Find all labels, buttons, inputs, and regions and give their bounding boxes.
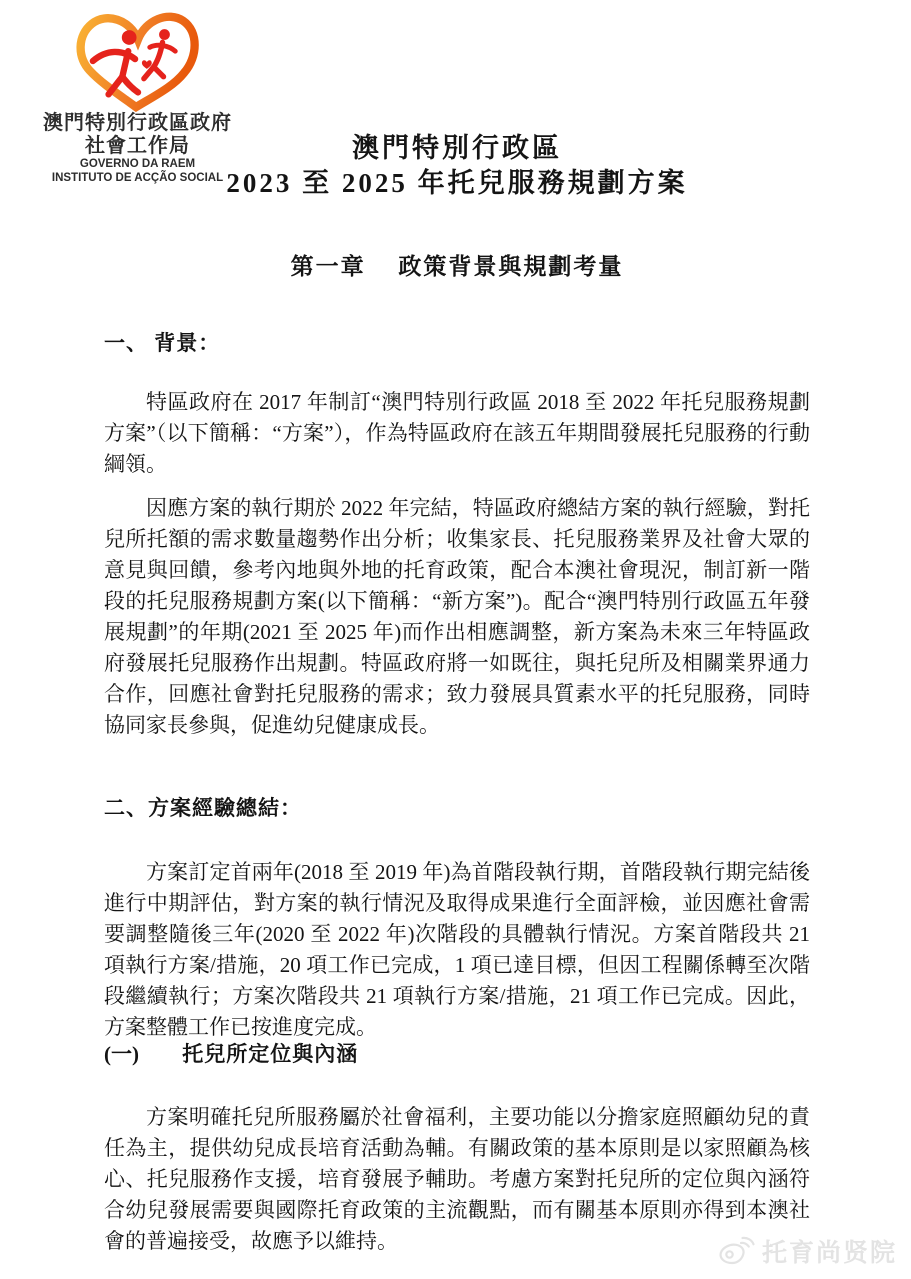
org-name-pt-line2: INSTITUTO DE ACÇÃO SOCIAL [51, 171, 224, 184]
subsection-1-paragraph-1: 方案明確托兒所服務屬於社會福利，主要功能以分擔家庭照顧幼兒的責任為主，提供幼兒成長培育活動為輔。有關政策的基本原則是以家照顧為核心、托兒服務作支援，培育發展予輔助。考慮方案對托兒所的定位與內涵符合幼兒發展需要與國際托育政策的主流觀點，而有關基本原則亦得到本澳社會的普遍接受，故應予以維持。 [104, 1105, 810, 1253]
subsection-1-number: (一) [104, 1042, 139, 1066]
section-1-paragraph-2: 因應方案的執行期於 2022 年完結，特區政府總結方案的執行經驗，對托兒所托額的需求數量趨勢作出分析；收集家長、托兒服務業界及社會大眾的意見與回饋，參考內地與外地的托育政策，配合本澳社會現況，制訂新一階段的托兒服務規劃方案(以下簡稱：“新方案”)。配合“澳門特別行政區五年發展規劃”的年期(2021 至 2025 年)而作出相應調整，新方案為未來三年特區政府發展托兒服務作出規劃。特區政府將一如既往，與托兒所及相關業界通力合作，回應社會對托兒服務的需求；致力發展具質素水平的托兒服務，同時協同家長參與，促進幼兒健康成長。 [104, 496, 810, 737]
weibo-icon [717, 1236, 755, 1266]
ias-heart-logo-icon [73, 10, 203, 112]
org-name-cn-line1: 澳門特別行政區政府 [43, 112, 232, 134]
org-name-pt-line1: GOVERNO DA RAEM [79, 158, 196, 170]
section-2-paragraph-1: 方案訂定首兩年(2018 至 2019 年)為首階段執行期，首階段執行期完結後進行中期評估，對方案的執行情況及取得成果進行全面評檢，並因應社會需要調整隨後三年(2020 至 2022 年)次階段的具體執行情況。方案首階段共 21 項執行方案/措施，20 項工作已完成，1 項已達目標，但因工程關係轉至次階段繼續執行；方案次階段共 21 項執行方案/措施，21 項工作已完成。因此，方案整體工作已按進度完成。 [104, 860, 810, 1039]
section-1-paragraph-1: 特區政府在 2017 年制訂“澳門特別行政區 2018 至 2022 年托兒服務規劃方案”（以下簡稱：“方案”），作為特區政府在該五年期間發展托兒服務的行動綱領。 [104, 390, 810, 476]
section-1-heading: 一、 背景： [104, 331, 221, 355]
subsection-1-title: 托兒所定位與內涵 [182, 1042, 359, 1066]
chapter-heading: 第一章 政策背景與規劃考量 [290, 254, 624, 279]
org-name-cn-line2: 社會工作局 [85, 135, 190, 157]
section-2-heading: 二、方案經驗總結： [104, 796, 302, 820]
document-title-line2: 2023 至 2025 年托兒服務規劃方案 [226, 168, 688, 198]
watermark [717, 1233, 897, 1269]
document-title [104, 131, 810, 201]
subsection-1-heading [104, 1038, 810, 1068]
figure-head-small [159, 29, 170, 40]
document-title-line1: 澳門特別行政區 [352, 133, 562, 163]
figure-head-large [121, 30, 136, 45]
watermark-text: 托育尚贤院 [761, 1239, 897, 1267]
